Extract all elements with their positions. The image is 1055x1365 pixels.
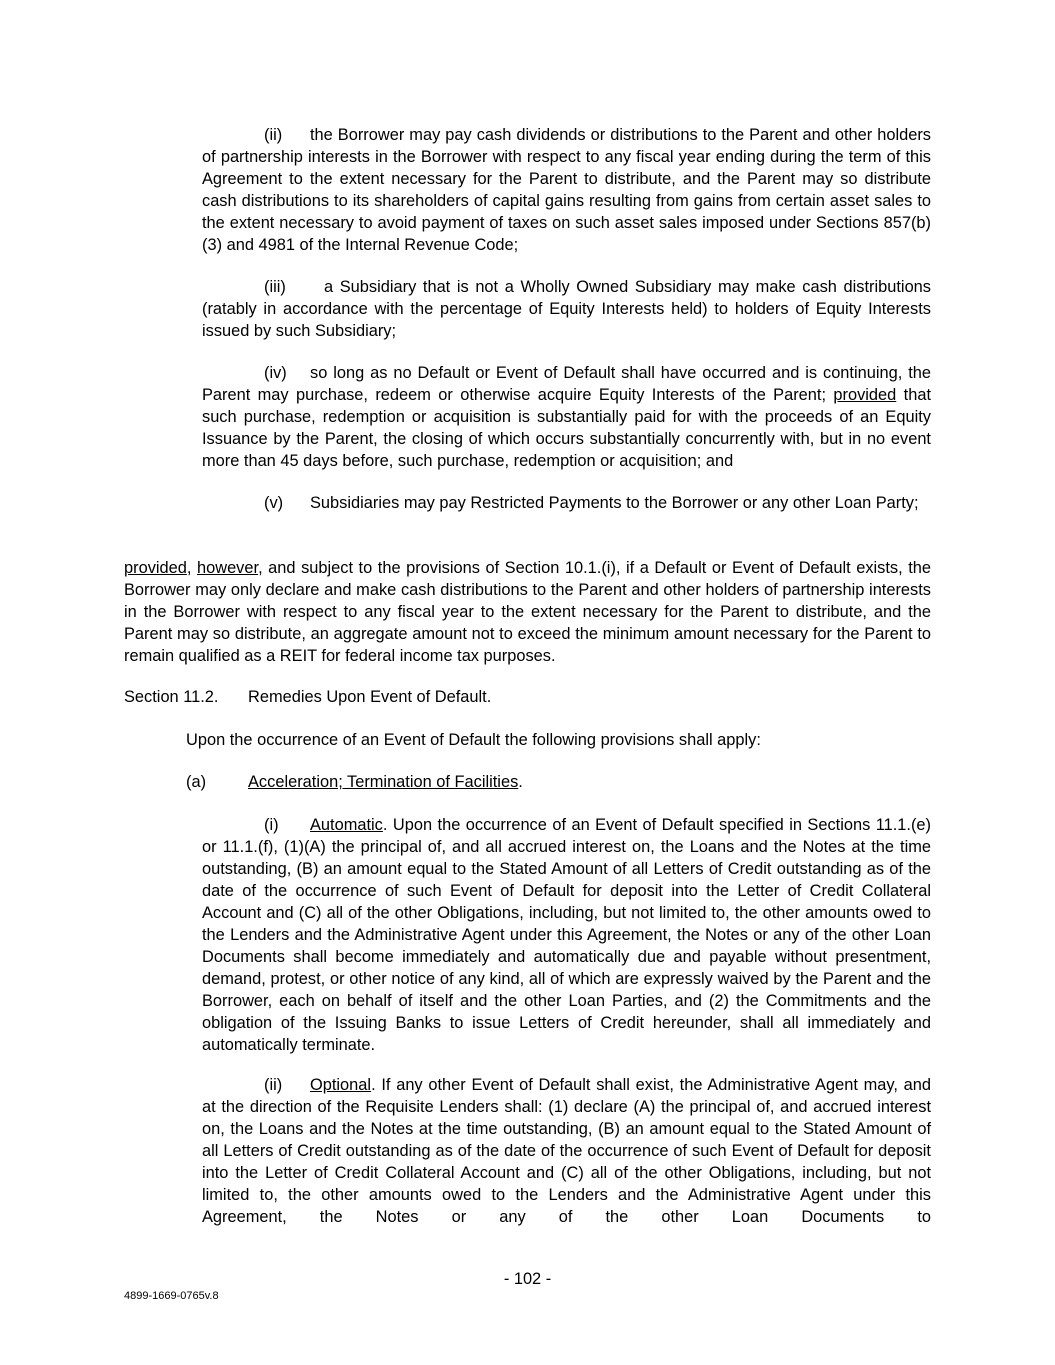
comma: , [186, 559, 192, 577]
proviso-paragraph [124, 557, 931, 667]
paragraph-automatic [202, 814, 931, 1056]
clause-title: Optional [310, 1076, 372, 1094]
section-title: Remedies Upon Event of Default. [248, 688, 492, 706]
paragraph-text: Subsidiaries may pay Restricted Payments to the Borrower or any other Loan Party; [310, 494, 919, 512]
provided-term: provided [833, 386, 897, 404]
provided-term: provided [124, 559, 187, 577]
page-number: - 102 - [503, 1270, 552, 1288]
section-number: Section 11.2. [124, 688, 219, 706]
clause-title: Automatic [310, 816, 383, 834]
paragraph-ii [202, 124, 931, 256]
paragraph-text-continued: that such purchase, redemption or acquisition is substantially paid for with the proceeds of an Equity Issuance by the Parent, the closing of which occurs substantially concurrently with, but in no event more than 45 days before, such purchase, redemption or acquisition; and [202, 386, 931, 470]
clause-number: (ii) [264, 126, 283, 144]
clause-number: (iv) [264, 364, 287, 382]
document-id: 4899-1669-0765v.8 [124, 1290, 219, 1302]
item-letter: (a) [186, 773, 207, 791]
item-title: Acceleration; Termination of Facilities [248, 773, 519, 791]
paragraph-iv [202, 362, 931, 472]
paragraph-v [202, 492, 931, 514]
clause-number: (ii) [264, 1076, 283, 1094]
clause-number: (v) [264, 494, 284, 512]
paragraph-iii [202, 276, 931, 342]
paragraph-text: the Borrower may pay cash dividends or distributions to the Parent and other holders of partnership interests in the Borrower with respect to any fiscal year ending during the term of this Agreement to the extent necessary for the Parent to distribute, and the Parent may so distribute cash distributions to its shareholders of capital gains resulting from gains from certain asset sales to the extent necessary to avoid payment of taxes on such asset sales imposed under Sections 857(b)(3) and 4981 of the Internal Revenue Code; [202, 126, 931, 254]
clause-number: (iii) [264, 278, 286, 296]
however-term: however [197, 559, 259, 577]
paragraph-optional [202, 1074, 931, 1228]
paragraph-text: , and subject to the provisions of Section 10.1.(i), if a Default or Event of Default exists, the Borrower may only declare and make cash distributions to the Parent and other holders of partnership interests in the Borrower with respect to any fiscal year to the extent necessary for the Parent to distribute, and the Parent may so distribute, an aggregate amount not to exceed the minimum amount necessary for the Parent to remain qualified as a REIT for federal income tax purposes. [124, 559, 931, 665]
item-title-period: . [518, 773, 523, 791]
paragraph-text: . Upon the occurrence of an Event of Default specified in Sections 11.1.(e) or 11.1.(f), (1)(A) the principal of, and all accrued interest on, the Loans and the Notes at the time outstanding, (B) an amount equal to the Stated Amount of all Letters of Credit outstanding as of the date of the occurrence of such Event of Default for deposit into the Letter of Credit Collateral Account and (C) all of the other Obligations, including, but not limited to, the other amounts owed to the Lenders and the Administrative Agent under this Agreement, the Notes or any of the other Loan Documents shall become immediately and automatically due and payable without presentment, demand, protest, or other notice of any kind, all of which are expressly waived by the Parent and the Borrower, each on behalf of itself and the other Loan Parties, and (2) the Commitments and the obligation of the Issuing Banks to issue Letters of Credit hereunder, shall all immediately and automatically terminate. [202, 816, 931, 1054]
section-intro: Upon the occurrence of an Event of Default the following provisions shall apply: [186, 731, 761, 749]
item-a-heading [186, 771, 523, 793]
section-heading [124, 686, 491, 708]
paragraph-text: . If any other Event of Default shall exist, the Administrative Agent may, and at the direction of the Requisite Lenders shall: (1) declare (A) the principal of, and accrued interest on, the Loans and the Notes at the time outstanding, (B) an amount equal to the Stated Amount of all Letters of Credit outstanding as of the date of the occurrence of such Event of Default for deposit into the Letter of Credit Collateral Account and (C) all of the other Obligations, including, but not limited to, the other amounts owed to the Lenders and the Administrative Agent under this Agreement, the Notes or any of the other Loan Documents to [202, 1076, 931, 1226]
paragraph-text: a Subsidiary that is not a Wholly Owned Subsidiary may make cash distributions (ratably in accordance with the percentage of Equity Interests held) to holders of Equity Interests issued by such Subsidiary; [202, 278, 931, 340]
paragraph-text: so long as no Default or Event of Default shall have occurred and is continuing, the Parent may purchase, redeem or otherwise acquire Equity Interests of the Parent; [202, 364, 931, 404]
clause-number: (i) [264, 816, 279, 834]
